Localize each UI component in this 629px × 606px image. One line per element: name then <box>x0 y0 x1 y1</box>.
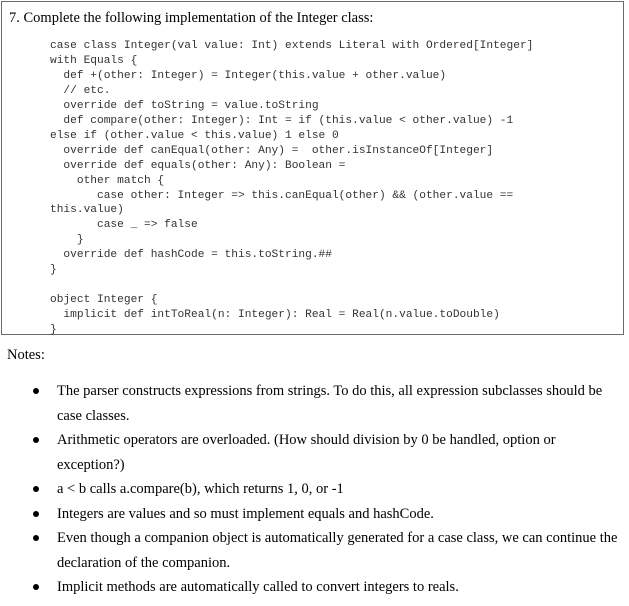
code-block <box>50 39 533 338</box>
bullet-icon <box>33 437 39 443</box>
question-heading: 7. Complete the following implementation of the Integer class: <box>9 10 374 26</box>
code-line: def compare(other: Integer): Int = if (this.value < other.value) -1 <box>50 114 514 127</box>
note-text: Integers are values and so must implement equals and hashCode. <box>57 505 434 522</box>
notes-list <box>30 379 620 600</box>
code-line: // etc. <box>50 84 111 97</box>
code-line: other match { <box>50 174 165 187</box>
code-line: } <box>50 264 57 277</box>
code-line: override def equals(other: Any): Boolean = <box>50 159 346 172</box>
code-line: override def toString = value.toString <box>50 99 319 112</box>
code-line: else if (other.value < this.value) 1 else 0 <box>50 129 339 142</box>
bullet-icon <box>33 388 39 394</box>
code-line: override def canEqual(other: Any) = other.isInstanceOf[Integer] <box>50 144 494 157</box>
bullet-icon <box>33 511 39 517</box>
note-item <box>30 502 620 527</box>
bullet-icon <box>33 535 39 541</box>
code-line: override def hashCode = this.toString.## <box>50 249 332 262</box>
code-line: object Integer { <box>50 294 158 307</box>
code-line: } <box>50 234 84 247</box>
note-text: Arithmetic operators are overloaded. (How should division by 0 be handled, option or exception?) <box>57 432 556 473</box>
code-line: case class Integer(val value: Int) extends Literal with Ordered[Integer] <box>50 40 534 52</box>
bullet-icon <box>33 584 39 590</box>
code-line: case _ => false <box>50 219 198 232</box>
notes-heading: Notes: <box>7 347 45 363</box>
note-text: Even though a companion object is automatically generated for a case class, we can continue the declaration of the companion. <box>57 530 618 571</box>
bullet-icon <box>33 486 39 492</box>
note-text: a < b calls a.compare(b), which returns 1, 0, or -1 <box>57 481 344 497</box>
code-line: } <box>50 324 57 337</box>
note-item <box>30 526 620 575</box>
code-line: def +(other: Integer) = Integer(this.value + other.value) <box>50 69 447 82</box>
note-item <box>30 477 620 502</box>
code-line: case other: Integer => this.canEqual(other) && (other.value == <box>50 189 514 202</box>
code-line: implicit def intToReal(n: Integer): Real = Real(n.value.toDouble) <box>50 309 500 322</box>
note-item <box>30 575 620 600</box>
note-text: Implicit methods are automatically called to convert integers to reals. <box>57 579 459 595</box>
note-item <box>30 428 620 477</box>
code-line: with Equals { <box>50 54 138 67</box>
code-line: this.value) <box>50 204 124 217</box>
note-item <box>30 379 620 428</box>
note-text: The parser constructs expressions from strings. To do this, all expression subclasses should be case classes. <box>57 383 603 424</box>
question-box <box>1 1 624 335</box>
